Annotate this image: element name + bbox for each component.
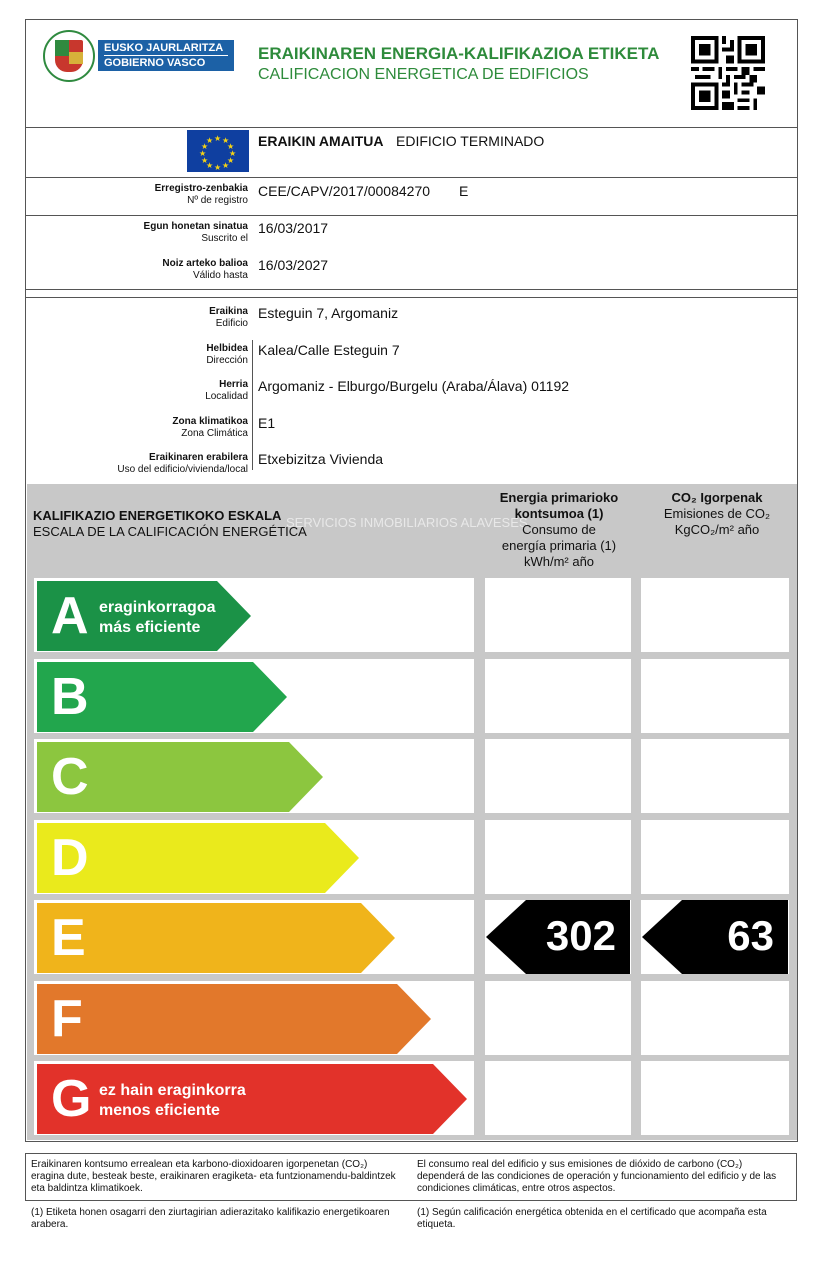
- consumption-cell: [485, 820, 631, 894]
- divider: [26, 297, 797, 298]
- note-spanish: (1) Según calificación energética obtenida en el certificado que acompaña esta etiqueta.: [417, 1207, 767, 1230]
- band-letter: C: [51, 748, 89, 806]
- emissions-cell: [641, 1061, 789, 1135]
- address-value: Kalea/Calle Esteguin 7: [258, 342, 400, 358]
- band-label-spanish: más eficiente: [99, 619, 201, 636]
- emissions-cell: [641, 578, 789, 652]
- band-letter: D: [51, 829, 89, 887]
- watermark: SERVICIOS INMOBILIARIOS ALAVESES: [286, 515, 528, 530]
- signed-label: Egun honetan sinatua Suscrito el: [143, 221, 248, 244]
- consumption-cell: [485, 1061, 631, 1135]
- qr-code-icon: [690, 36, 766, 110]
- band-label-basque: eraginkorragoa: [99, 599, 216, 616]
- status-spanish: EDIFICIO TERMINADO: [396, 133, 545, 149]
- band-g: [37, 1064, 467, 1134]
- band-label-spanish: menos eficiente: [99, 1102, 220, 1119]
- band-b: [37, 662, 287, 732]
- footnote-basque: Eraikinaren kontsumo errealean eta karbono-dioxidoaren igorpenetan (CO₂) eragina dute, besteak beste, eraikinaren eragiketa- eta funtzionamendu-baldintzek eta baldintza klimatikoek.: [31, 1159, 396, 1194]
- gov-line1: EUSKO JAURLARITZA: [104, 42, 224, 54]
- band-d: [37, 823, 359, 893]
- consumption-cell: [485, 739, 631, 813]
- emissions-cell: [641, 739, 789, 813]
- band-letter: F: [51, 990, 83, 1048]
- consumption-cell: [485, 981, 631, 1055]
- band-letter: G: [51, 1070, 92, 1128]
- title-spanish: CALIFICACION ENERGETICA DE EDIFICIOS: [258, 66, 589, 83]
- emissions-cell: [641, 820, 789, 894]
- column-divider: [252, 340, 253, 470]
- note-basque: (1) Etiketa honen osagarri den ziurtagirian adierazitako kalifikazio energetikoaren arabera.: [31, 1207, 390, 1230]
- emissions-marker: [642, 900, 788, 974]
- scale-title-basque: KALIFIKAZIO ENERGETIKOKO ESKALA: [33, 508, 282, 523]
- title-basque: ERAIKINAREN ENERGIA-KALIFIKAZIOA ETIKETA: [258, 44, 660, 63]
- climate-zone-label: Zona klimatikoa Zona Climática: [172, 416, 248, 439]
- valid-until-label: Noiz arteko balioa Válido hasta: [162, 258, 248, 281]
- rating-value: 302: [545, 912, 616, 959]
- basque-government-emblem-icon: [43, 30, 95, 82]
- address-label: Helbidea Dirección: [206, 343, 248, 366]
- band-e: [37, 903, 395, 973]
- band-f: [37, 984, 431, 1054]
- footnote-spanish: El consumo real del edificio y sus emisiones de dióxido de carbono (CO₂) dependerá de las condiciones de operación y funcionamiento del edificio y de las condiciones climáticas, entre otros aspectos.: [417, 1159, 777, 1194]
- divider: [26, 127, 797, 128]
- emissions-column-header: CO₂ Igorpenak Emisiones de CO₂ KgCO₂/m² año: [663, 490, 771, 537]
- divider: [26, 177, 797, 178]
- gov-line2: GOBIERNO VASCO: [104, 55, 228, 70]
- signed-date: 16/03/2017: [258, 220, 329, 236]
- band-label-basque: ez hain eraginkorra: [99, 1082, 246, 1099]
- band-a: [37, 581, 251, 651]
- building-value: Esteguin 7, Argomaniz: [258, 305, 399, 321]
- consumption-column-header: Energia primarioko kontsumoa (1) Consumo de energía primaria (1) kWh/m² año: [499, 490, 619, 569]
- scale-title-spanish: ESCALA DE LA CALIFICACIÓN ENERGÉTICA: [33, 524, 307, 539]
- band-letter: E: [51, 909, 86, 967]
- building-use-value: Etxebizitza Vivienda: [258, 451, 384, 467]
- building-label: Eraikina Edificio: [209, 306, 248, 329]
- band-letter: B: [51, 668, 89, 726]
- valid-until-date: 16/03/2027: [258, 257, 329, 273]
- band-c: [37, 742, 323, 812]
- status-basque: ERAIKIN AMAITUA: [258, 133, 384, 149]
- eu-flag-icon: ★ ★ ★ ★ ★ ★ ★ ★ ★ ★ ★ ★: [187, 130, 249, 172]
- town-label: Herria Localidad: [205, 379, 248, 402]
- divider: [26, 289, 797, 290]
- registry-label: Erregistro-zenbakia Nº de registro: [154, 183, 248, 206]
- divider: [26, 215, 797, 216]
- emissions-cell: [641, 659, 789, 733]
- rating-value: 63: [727, 912, 774, 959]
- consumption-marker: [486, 900, 630, 974]
- town-value: Argomaniz - Elburgo/Burgelu (Araba/Álava) 01192: [258, 378, 570, 394]
- consumption-cell: [485, 578, 631, 652]
- band-letter: A: [51, 587, 89, 645]
- consumption-cell: [485, 659, 631, 733]
- government-logo: [98, 40, 234, 71]
- registry-letter: E: [459, 183, 469, 199]
- registry-number: CEE/CAPV/2017/00084270: [258, 183, 431, 199]
- climate-zone-value: E1: [258, 415, 276, 431]
- emissions-cell: [641, 981, 789, 1055]
- building-use-label: Eraikinaren erabilera Uso del edificio/vivienda/local: [117, 452, 248, 475]
